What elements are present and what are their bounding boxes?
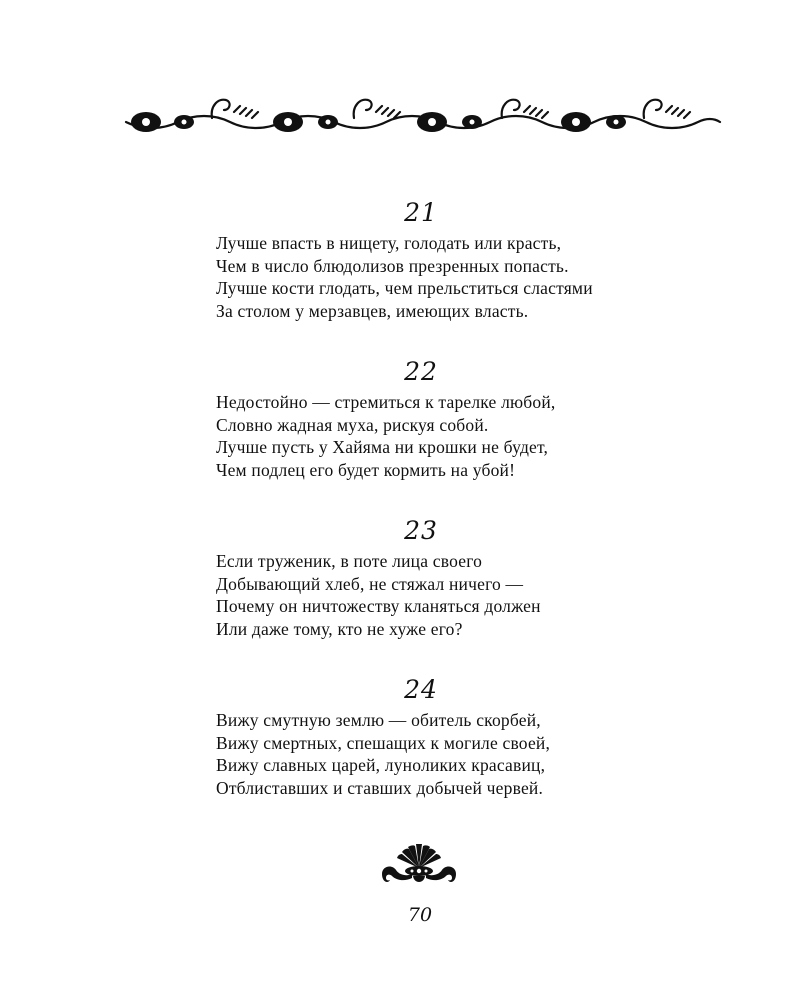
poem-line: Почему он ничтожеству кланяться должен [216, 596, 541, 616]
page-number: 70 [407, 904, 433, 926]
scroll-vine-border-icon [122, 88, 722, 136]
poem-line: За столом у мерзавцев, имеющих власть. [216, 300, 529, 321]
poem-stanza [216, 391, 736, 481]
poem-line: Лучше кости глодать, чем прельститься сластями [216, 278, 593, 298]
poem-line: Лучше пусть у Хайяма ни крошки не будет, [216, 437, 549, 457]
poem-line: Словно жадная муха, рискуя собой. [216, 414, 489, 435]
palmette-vignette-icon [380, 844, 458, 888]
poem-list [216, 198, 736, 799]
poem-stanza [216, 709, 736, 799]
poem-number: 22 [404, 357, 438, 386]
poem-23 [216, 516, 736, 640]
poem-line: Вижу смутную землю — обитель скорбей, [216, 710, 541, 730]
poem-line: Или даже тому, кто не хуже его? [216, 618, 463, 639]
poem-stanza [216, 232, 736, 322]
poem-24 [216, 675, 736, 799]
poem-line: Вижу смертных, спешащих к могиле своей, [216, 732, 551, 753]
poem-line: Вижу славных царей, луноликих красавиц, [216, 755, 546, 775]
poem-line: Лучше впасть в нищету, голодать или красть, [216, 233, 562, 253]
poem-line: Отблиставших и ставших добычей червей. [216, 777, 544, 798]
poem-22 [216, 357, 736, 481]
poem-number: 23 [404, 516, 438, 545]
poem-number: 21 [404, 198, 438, 227]
poem-stanza [216, 550, 736, 640]
poem-number: 24 [404, 675, 438, 704]
poem-line: Чем в число блюдолизов презренных попасть. [216, 255, 569, 276]
poem-line: Если труженик, в поте лица своего [216, 551, 483, 571]
poem-line: Чем подлец его будет кормить на убой! [216, 459, 516, 480]
poem-line: Недостойно — стремиться к тарелке любой, [216, 392, 556, 412]
poem-line: Добывающий хлеб, не стяжал ничего — [216, 573, 524, 594]
poem-21 [216, 198, 736, 322]
